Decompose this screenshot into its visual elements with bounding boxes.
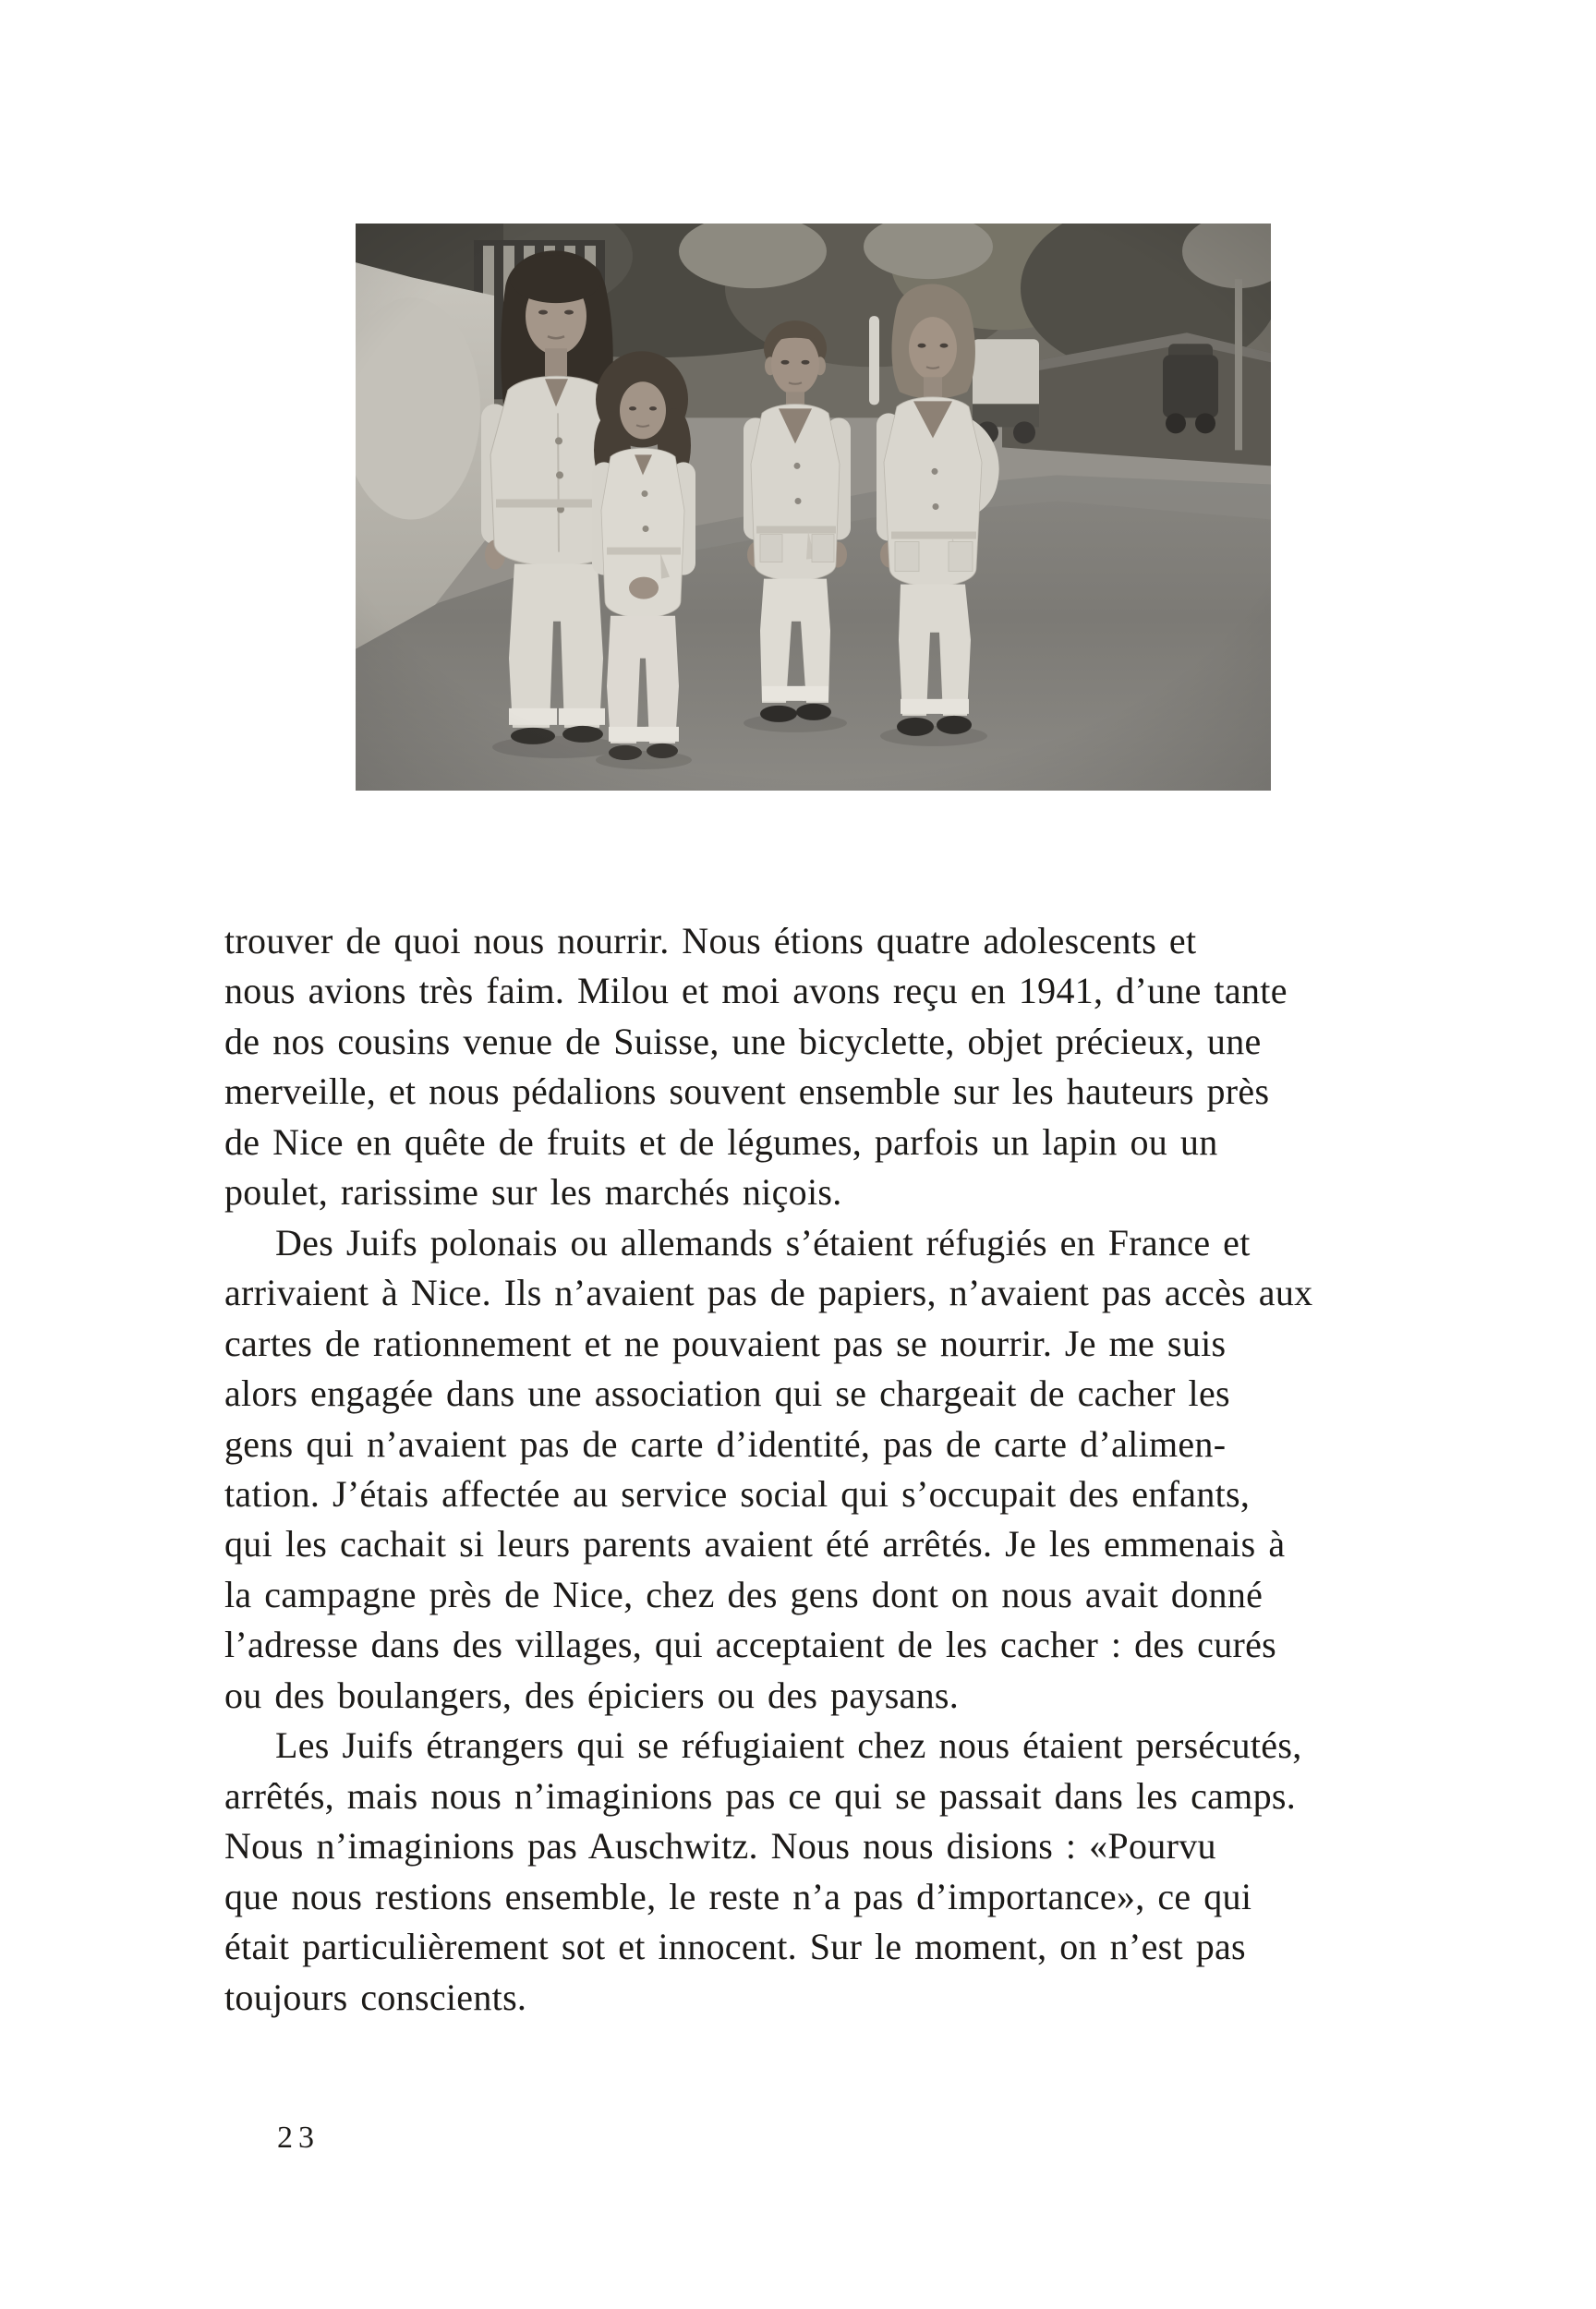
body-text-line: était particulièrement sot et innocent. Sur le moment, on n’est pas bbox=[224, 1926, 1246, 1968]
body-text-line: gens qui n’avaient pas de carte d’identité, pas de carte d’alimen- bbox=[224, 1422, 1227, 1465]
body-text-line: tation. J’étais affectée au service social qui s’occupait des enfants, bbox=[224, 1472, 1251, 1515]
body-text-line: qui les cachait si leurs parents avaient été arrêtés. Je les emmenais à bbox=[224, 1523, 1286, 1566]
photo-scene bbox=[356, 224, 1271, 791]
body-text-line: poulet, rarissime sur les marchés niçois. bbox=[224, 1171, 842, 1214]
body-text-line: l’adresse dans des villages, qui acceptaient de les cacher : des curés bbox=[224, 1624, 1277, 1666]
body-text-line: Nous n’imaginions pas Auschwitz. Nous nous disions : «Pourvu bbox=[224, 1825, 1216, 1868]
body-text-line: de Nice en quête de fruits et de légumes, parfois un lapin ou un bbox=[224, 1120, 1218, 1163]
body-text-line: la campagne près de Nice, chez des gens dont on nous avait donné bbox=[224, 1573, 1264, 1615]
body-text-line: cartes de rationnement et ne pouvaient pas se nourrir. Je me suis bbox=[224, 1322, 1227, 1364]
body-text-line: Des Juifs polonais ou allemands s’étaient réfugiés en France et bbox=[275, 1221, 1251, 1263]
body-text-line: de nos cousins venue de Suisse, une bicyclette, objet précieux, une bbox=[224, 1020, 1262, 1062]
body-text-line: trouver de quoi nous nourrir. Nous étions quatre adolescents et bbox=[224, 920, 1197, 961]
page-number: 23 bbox=[277, 2121, 320, 2155]
body-text-line: merveille, et nous pédalions souvent ensemble sur les hauteurs près bbox=[224, 1070, 1270, 1113]
body-text-line: arrêtés, mais nous n’imaginions pas ce qui se passait dans les camps. bbox=[224, 1774, 1297, 1817]
book-photograph bbox=[356, 224, 1271, 791]
body-text bbox=[224, 916, 1379, 2023]
photo-vignette bbox=[356, 224, 1271, 791]
body-text-line: Les Juifs étrangers qui se réfugiaient chez nous étaient persécutés, bbox=[275, 1724, 1302, 1767]
body-text-line: que nous restions ensemble, le reste n’a pas d’importance», ce qui bbox=[224, 1875, 1252, 1917]
body-text-line: ou des boulangers, des épiciers ou des paysans. bbox=[224, 1674, 960, 1716]
body-text-line: nous avions très faim. Milou et moi avons reçu en 1941, d’une tante bbox=[224, 970, 1288, 1012]
body-text-line: arrivaient à Nice. Ils n’avaient pas de papiers, n’avaient pas accès aux bbox=[224, 1272, 1313, 1314]
body-text-line: alors engagée dans une association qui se chargeait de cacher les bbox=[224, 1372, 1230, 1415]
body-text-line: toujours conscients. bbox=[224, 1976, 527, 2018]
